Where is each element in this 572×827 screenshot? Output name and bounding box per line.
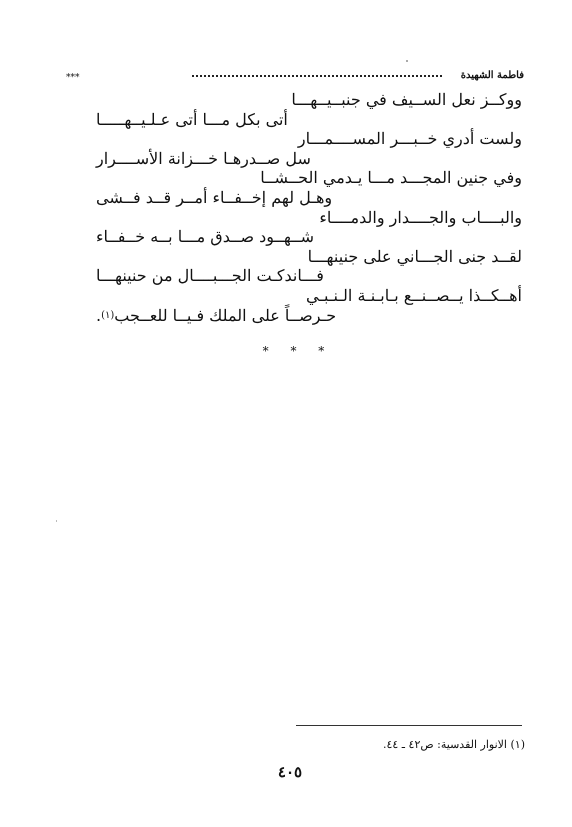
verse-end-period: . [96,305,102,325]
header-dotted-rule [192,75,442,77]
verse-line: سل صــدرهـا خـــزانة الأســــرار [96,148,311,168]
scan-speck [56,520,57,522]
verse-line: أهــكــذا يــصــنــع بـابـنـة الـنـبـي [306,285,522,305]
section-separator: * * * [262,344,334,358]
verse-line: ووكــز نعل الســيف في جنبــيــهـــا [291,90,522,109]
verse-line: فـــاندكـت الجـــبــــال من حنينهـــا [96,266,324,286]
verse-text: حـرصــاً على الملك فـيــا للعــجب [114,305,337,325]
poem [84,90,524,325]
verse-line: والبــــاب والجــــدار والدمــــاء [319,207,522,227]
footnote-reference[interactable]: (١) [101,309,115,321]
footnote-number: (١) [510,738,525,751]
running-header [66,69,524,83]
page-number: ٤٠٥ [277,763,303,781]
scan-speck [406,60,408,62]
header-ornament: *** [66,73,80,83]
verse-line: وهـل لهم إخــفــاء أمــر قــد فــشى [96,187,333,207]
header-title: فاطمة الشهيدة [460,70,524,81]
verse-line: وفي جنين المجـــد مـــا يـدمي الحــشــا [260,168,522,188]
verse-line: شــهــود صــدق مـــا بــه خــفــاء [96,227,315,247]
verse-line: لقــد جنى الجـــاني على جنينهـــا [307,246,522,266]
footnote-text: الانوار القدسية: ص٤٢ ـ ٤٤. [382,738,507,751]
footnote [383,738,525,751]
verse-line: أتى بكل مـــا أتى عـلـيــهـــــا [96,109,288,129]
footnote-rule [296,725,522,726]
verse-line-last [84,306,524,326]
verse-line: ولست أدري خــبـــر المســــمـــار [297,129,522,149]
